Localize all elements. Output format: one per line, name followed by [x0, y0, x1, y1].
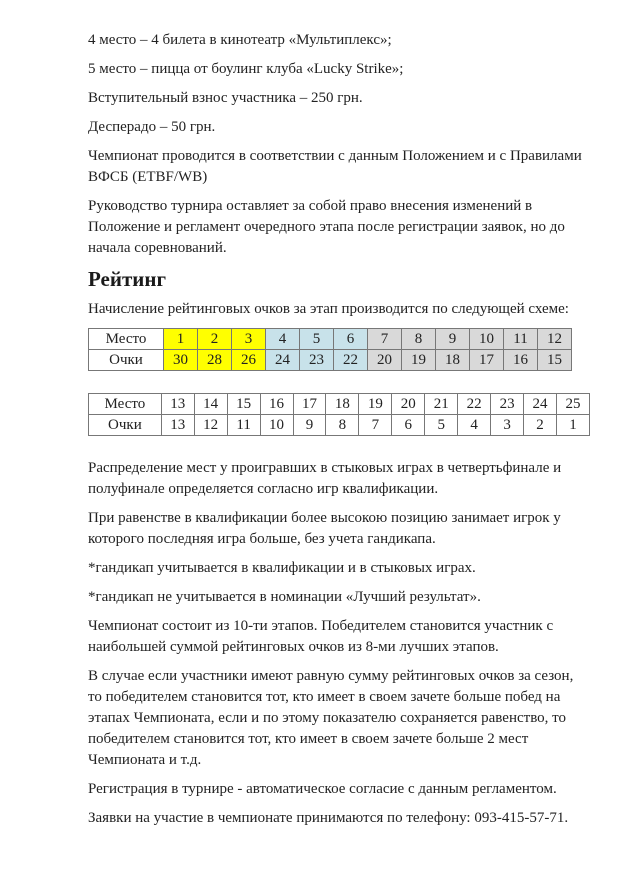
place-cell: 25	[557, 394, 590, 415]
place-cell: 9	[436, 329, 470, 350]
points-cell: 11	[227, 415, 260, 436]
points-cell: 1	[557, 415, 590, 436]
paragraph-registration-consent: Регистрация в турнире - автоматическое согласие с данным регламентом.	[88, 781, 557, 797]
row-label-points: Очки	[89, 415, 162, 436]
points-cell: 30	[164, 350, 198, 371]
place-cell: 20	[392, 394, 425, 415]
paragraph-stages-winner: Чемпионат состоит из 10-ти этапов. Победителем становится участник с наибольшей суммой рейтинговых очков из 8-ми лучших этапов.	[88, 618, 554, 655]
paragraph-changes-rights: Руководство турнира оставляет за собой право внесения изменений в Положение и регламент очередного этапа после регистрации заявок, но до начала соревнований.	[88, 198, 565, 256]
points-cell: 2	[524, 415, 557, 436]
table-row-points	[89, 415, 590, 436]
points-cell: 16	[504, 350, 538, 371]
paragraph-rules-reference: Чемпионат проводится в соответствии с данным Положением и с Правилами ВФСБ (ETBF/WB)	[88, 148, 582, 185]
points-cell: 17	[470, 350, 504, 371]
place-cell: 15	[227, 394, 260, 415]
points-cell: 28	[198, 350, 232, 371]
place-cell: 7	[368, 329, 402, 350]
points-cell: 10	[260, 415, 293, 436]
place-cell: 4	[266, 329, 300, 350]
points-cell: 15	[538, 350, 572, 371]
place-cell: 2	[198, 329, 232, 350]
place-cell: 6	[334, 329, 368, 350]
place-cell: 1	[164, 329, 198, 350]
points-cell: 23	[300, 350, 334, 371]
place-cell: 8	[402, 329, 436, 350]
place-cell: 11	[504, 329, 538, 350]
place-cell: 5	[300, 329, 334, 350]
place-cell: 13	[161, 394, 194, 415]
paragraph-entry-fee: Вступительный взнос участника – 250 грн.	[88, 90, 363, 106]
points-cell: 18	[436, 350, 470, 371]
rating-table-places-13-25	[88, 393, 590, 436]
row-label-points: Очки	[89, 350, 164, 371]
points-cell: 22	[334, 350, 368, 371]
points-cell: 12	[194, 415, 227, 436]
paragraph-prize-place-5: 5 место – пицца от боулинг клуба «Lucky Strike»;	[88, 61, 404, 77]
paragraph-playoff-places: Распределение мест у проигравших в стыковых играх в четвертьфинале и полуфинале определяется согласно игр квалификации.	[88, 460, 562, 497]
place-cell: 18	[326, 394, 359, 415]
place-cell: 19	[359, 394, 392, 415]
row-label-place: Место	[89, 394, 162, 415]
points-cell: 13	[161, 415, 194, 436]
place-cell: 24	[524, 394, 557, 415]
points-cell: 9	[293, 415, 326, 436]
points-cell: 5	[425, 415, 458, 436]
points-cell: 26	[232, 350, 266, 371]
points-cell: 20	[368, 350, 402, 371]
table-row-place	[89, 394, 590, 415]
place-cell: 10	[470, 329, 504, 350]
table-row-place	[89, 329, 572, 350]
row-label-place: Место	[89, 329, 164, 350]
points-cell: 3	[491, 415, 524, 436]
paragraph-qualification-tie: При равенстве в квалификации более высокою позицию занимает игрок у которого последняя игра больше, без учета гандикапа.	[88, 510, 561, 547]
place-cell: 17	[293, 394, 326, 415]
points-cell: 6	[392, 415, 425, 436]
paragraph-handicap-not-counted: *гандикап не учитывается в номинации «Лучший результат».	[88, 589, 481, 605]
paragraph-season-tiebreak: В случае если участники имеют равную сумму рейтинговых очков за сезон, то победителем становится тот, кто имеет в своем зачете больше побед на этапах Чемпионата, если и по этому показателю сохраняется равенство, то победителем становится тот, кто имеет в своем зачете больше 2 мест Чемпионата и т.д.	[88, 668, 574, 768]
points-cell: 4	[458, 415, 491, 436]
paragraph-prize-place-4: 4 место – 4 билета в кинотеатр «Мультиплекс»;	[88, 32, 392, 48]
paragraph-applications-phone: Заявки на участие в чемпионате принимаются по телефону: 093-415-57-71.	[88, 810, 569, 826]
place-cell: 21	[425, 394, 458, 415]
place-cell: 12	[538, 329, 572, 350]
place-cell: 23	[491, 394, 524, 415]
table-row-points	[89, 350, 572, 371]
paragraph-rating-scheme-intro: Начисление рейтинговых очков за этап производится по следующей схеме:	[88, 301, 569, 317]
place-cell: 3	[232, 329, 266, 350]
points-cell: 19	[402, 350, 436, 371]
points-cell: 7	[359, 415, 392, 436]
paragraph-desperado-fee: Десперадо – 50 грн.	[88, 119, 216, 135]
place-cell: 22	[458, 394, 491, 415]
place-cell: 16	[260, 394, 293, 415]
points-cell: 8	[326, 415, 359, 436]
rating-table-places-1-12	[88, 328, 572, 371]
points-cell: 24	[266, 350, 300, 371]
section-heading-rating: Рейтинг	[88, 267, 167, 291]
place-cell: 14	[194, 394, 227, 415]
paragraph-handicap-counted: *гандикап учитывается в квалификации и в стыковых играх.	[88, 560, 476, 576]
